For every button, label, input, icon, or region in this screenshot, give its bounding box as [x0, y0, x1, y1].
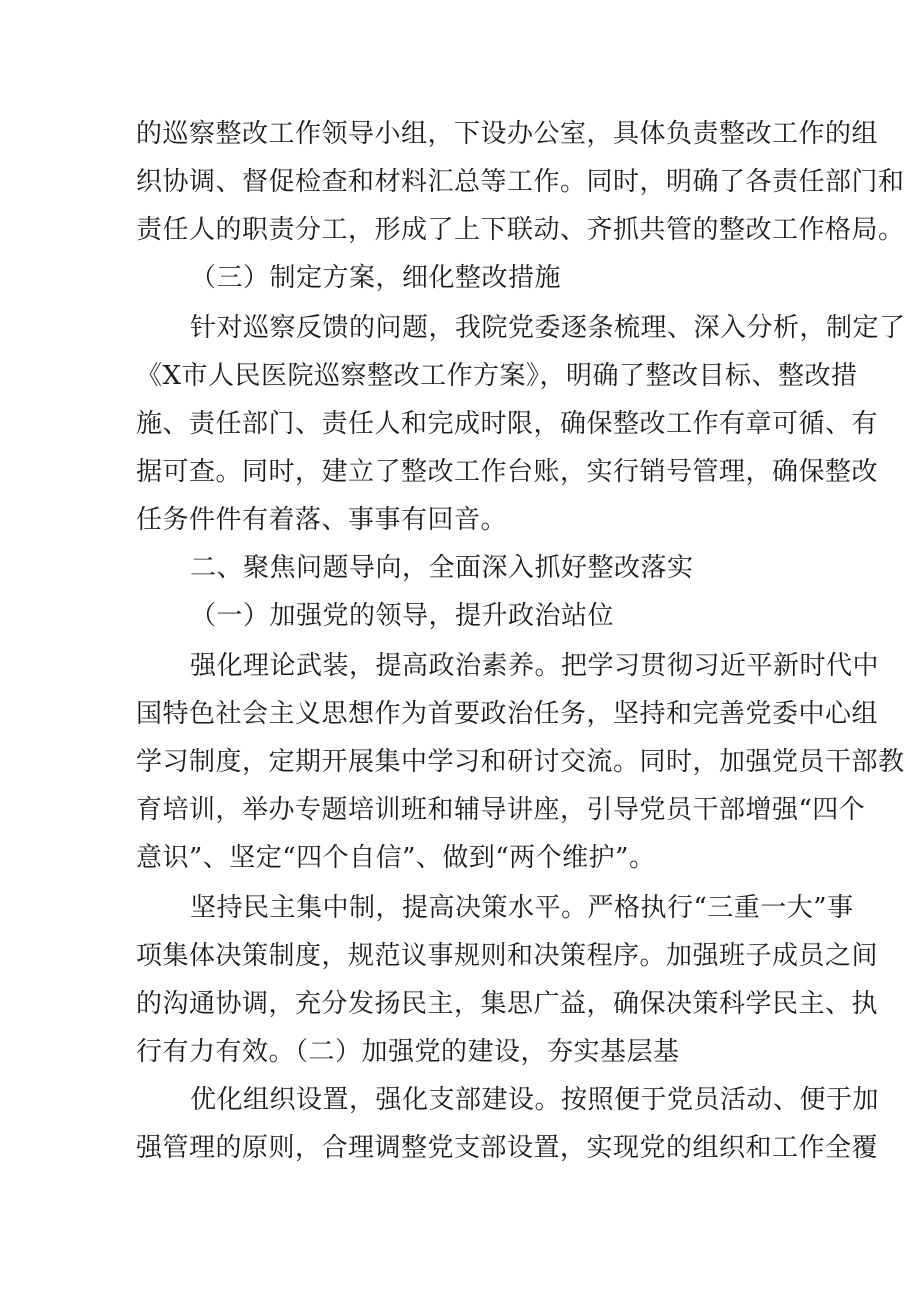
section-heading: （三）制定方案，细化整改措施 — [190, 263, 562, 293]
body-text-line: 意识”、坚定“四个自信”、做到“两个维护”。 — [136, 843, 656, 873]
body-text-line: 优化组织设置，强化支部建设。按照便于党员活动、便于加 — [190, 1085, 880, 1115]
body-text-line: 强化理论武装，提高政治素养。把学习贯彻习近平新时代中 — [190, 651, 880, 681]
body-text-line: 针对巡察反馈的问题，我院党委逐条梳理、深入分析，制定了 — [190, 313, 906, 343]
chapter-heading: 二、聚焦问题导向，全面深入抓好整改落实 — [190, 553, 694, 583]
body-text-line: 责任人的职责分工，形成了上下联动、齐抓共管的整改工作格局。 — [136, 215, 905, 245]
body-text-line: 任务件件有着落、事事有回音。 — [136, 505, 508, 535]
body-text-line: 行有力有效。（二）加强党的建设，夯实基层基 — [136, 1037, 680, 1067]
body-text-line: 的巡察整改工作领导小组，下设办公室，具体负责整改工作的组 — [136, 119, 879, 149]
body-text-line: 施、责任部门、责任人和完成时限，确保整改工作有章可循、有 — [136, 409, 879, 439]
body-text-line: 坚持民主集中制，提高决策水平。严格执行“三重一大”事 — [190, 893, 854, 923]
body-text-line: 据可查。同时，建立了整改工作台账，实行销号管理，确保整改 — [136, 457, 879, 487]
body-text-line: 的沟通协调，充分发扬民主，集思广益，确保决策科学民主、执 — [136, 989, 879, 1019]
body-text-line: 育培训，举办专题培训班和辅导讲座，引导党员干部增强“四个 — [136, 795, 866, 825]
body-text-line: 学习制度，定期开展集中学习和研讨交流。同时，加强党员干部教 — [136, 747, 905, 777]
section-heading: （一）加强党的领导，提升政治站位 — [190, 601, 615, 631]
body-text-line: 项集体决策制度，规范议事规则和决策程序。加强班子成员之间 — [136, 941, 879, 971]
body-text-line: 强管理的原则，合理调整党支部设置，实现党的组织和工作全覆 — [136, 1133, 879, 1163]
body-text-line: 织协调、督促检查和材料汇总等工作。同时，明确了各责任部门和 — [136, 167, 905, 197]
body-text-line: 国特色社会主义思想作为首要政治任务，坚持和完善党委中心组 — [136, 699, 879, 729]
body-text-line: 《X市人民医院巡察整改工作方案》，明确了整改目标、整改措 — [136, 361, 858, 391]
